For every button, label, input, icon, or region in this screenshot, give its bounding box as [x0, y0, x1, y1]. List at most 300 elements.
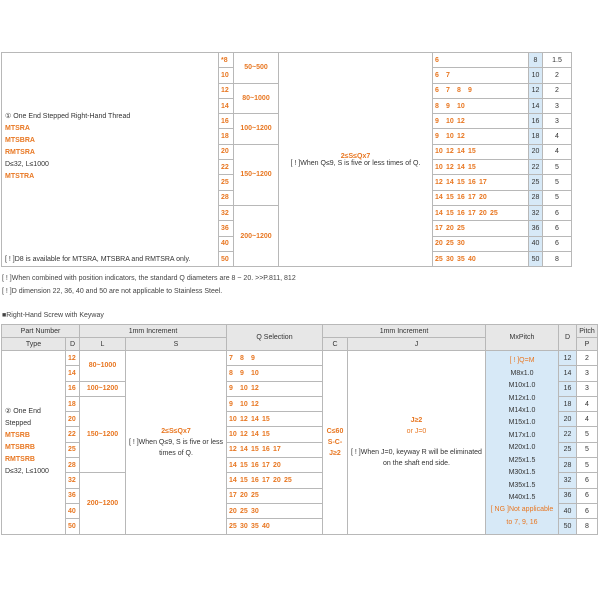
d-value: 14: [563, 369, 572, 377]
type-code: MTSRB: [5, 432, 30, 440]
q-value: 6: [435, 71, 439, 79]
q-value: 35: [457, 255, 465, 263]
q-value: 40: [468, 255, 476, 263]
dimension-limit: D≤32, L≤1000: [5, 468, 49, 476]
pitch-value: 3: [555, 102, 559, 110]
header-j: J: [348, 338, 486, 351]
c-rule: C≤60 S-C- J≥2: [326, 427, 344, 457]
table-row: [2, 53, 572, 68]
d-cell-right: [559, 442, 577, 457]
d-cell-right: [529, 144, 543, 159]
pitch-value: 4: [555, 148, 559, 156]
q-value: 12: [435, 179, 443, 187]
q-selection-cell: [227, 427, 323, 442]
d-cell-right: [529, 98, 543, 113]
q-value: 9: [240, 369, 244, 377]
d-cell: [66, 381, 80, 396]
q-selection-cell: [433, 98, 529, 113]
d-value: 32: [221, 209, 229, 217]
pitch-value: 4: [585, 400, 589, 408]
q-value: 20: [240, 492, 248, 500]
header-l: L: [80, 338, 126, 351]
d-value: 28: [68, 461, 76, 469]
q-value: 20: [229, 507, 237, 515]
pitch-cell: [543, 221, 572, 236]
type-cell: [2, 351, 66, 535]
d-cell: [219, 251, 234, 266]
d-value: 18: [531, 133, 540, 141]
d-value: 20: [531, 148, 540, 156]
q-value: 30: [457, 240, 465, 248]
q-value: 9: [251, 354, 255, 362]
l-range-cell: [80, 396, 126, 472]
d-value: 32: [563, 477, 572, 485]
d-cell: [219, 114, 234, 129]
q-value: 10: [240, 385, 248, 393]
q-value: 10: [446, 133, 454, 141]
d-value: 20: [221, 148, 229, 156]
q-value: 25: [284, 477, 292, 485]
header-pitch: Pitch: [577, 325, 598, 338]
q-selection-cell: [433, 236, 529, 251]
q-value: 16: [468, 179, 476, 187]
d-cell-right: [529, 83, 543, 98]
d-value: 20: [563, 415, 572, 423]
q-value: 9: [229, 400, 233, 408]
d-cell: [66, 396, 80, 411]
pitch-cell: [543, 98, 572, 113]
d-value: 40: [221, 240, 229, 248]
d-cell: [66, 442, 80, 457]
header-d: D: [559, 325, 577, 351]
d-cell: [66, 503, 80, 518]
d-value: 25: [68, 446, 76, 454]
d-value: 25: [221, 179, 229, 187]
d-cell: [66, 427, 80, 442]
pitch-value: 5: [555, 194, 559, 202]
q-value: 10: [446, 117, 454, 125]
d-cell-right: [529, 53, 543, 68]
q-value: 8: [435, 102, 439, 110]
q-value: 25: [251, 492, 259, 500]
pitch-cell: [543, 114, 572, 129]
type-code: MTSBRB: [5, 444, 35, 452]
pitch-value: 6: [585, 507, 589, 515]
pitch-value: 5: [585, 461, 589, 469]
q-selection-cell: [433, 114, 529, 129]
q-value: 10: [229, 431, 237, 439]
type-cell: [2, 53, 219, 267]
mxpitch-value: M12x1.0: [508, 394, 536, 402]
d-value: 22: [221, 163, 229, 171]
j-or: or J=0: [406, 428, 427, 436]
q-selection-cell: [433, 83, 529, 98]
d-cell-right: [559, 381, 577, 396]
d-cell-right: [559, 366, 577, 381]
q-value: 15: [251, 446, 259, 454]
q-value: 17: [468, 194, 476, 202]
q-value: 25: [435, 255, 443, 263]
q-value: 20: [479, 209, 487, 217]
q-value: 10: [229, 415, 237, 423]
d-value: 50: [68, 522, 76, 530]
pitch-value: 5: [555, 163, 559, 171]
q-value: 15: [262, 415, 270, 423]
q-value: 14: [229, 477, 237, 485]
d-value: 50: [563, 522, 572, 530]
l-range: 150~1200: [240, 171, 272, 179]
header-mxpitch: MxPitch: [486, 325, 559, 351]
d-value: 28: [531, 194, 540, 202]
d-value: 16: [221, 117, 229, 125]
l-range: 50~500: [244, 64, 268, 72]
q-value: 15: [457, 179, 465, 187]
q-value: 16: [262, 446, 270, 454]
q-value: 15: [446, 194, 454, 202]
specification-table-2: [1, 324, 598, 535]
mxpitch-value: M40x1.5: [508, 493, 536, 501]
q-value: 25: [446, 240, 454, 248]
q-value: 17: [262, 477, 270, 485]
pitch-value: 6: [555, 209, 559, 217]
d-value: 14: [221, 102, 229, 110]
pitch-value: 3: [555, 117, 559, 125]
q-value: 15: [240, 461, 248, 469]
mxpitch-value: M25x1.5: [508, 456, 536, 464]
mxpitch-value: M8x1.0: [510, 369, 534, 377]
d-cell: [66, 366, 80, 381]
q-value: 20: [479, 194, 487, 202]
q-value: 40: [262, 522, 270, 530]
d-value: 12: [221, 87, 229, 95]
q-value: 8: [229, 369, 233, 377]
pitch-cell: [543, 175, 572, 190]
d-cell-right: [559, 519, 577, 534]
d-cell: [219, 53, 234, 68]
d-cell-right: [559, 396, 577, 411]
d-value: 50: [531, 255, 540, 263]
q-value: 6: [435, 56, 439, 64]
q-value: 12: [457, 133, 465, 141]
d-cell-right: [529, 175, 543, 190]
l-range: 200~1200: [86, 499, 119, 507]
d-value: 36: [563, 492, 572, 500]
d-value: 40: [68, 507, 76, 515]
l-range: 100~1200: [86, 385, 119, 393]
j-note: [ ! ]When J=0, keyway R will be eliminated on the shaft end side.: [351, 449, 482, 468]
q-value: 14: [251, 431, 259, 439]
pitch-value: 6: [585, 492, 589, 500]
d-cell: [66, 351, 80, 366]
d-cell-right: [559, 503, 577, 518]
q-value: 15: [468, 148, 476, 156]
s-rule: 2≤S≤Qx7: [340, 152, 371, 160]
q-value: 15: [240, 477, 248, 485]
q-value: 12: [446, 148, 454, 156]
d-cell: [66, 519, 80, 534]
mxpitch-cell: [486, 351, 559, 535]
d-cell-right: [529, 129, 543, 144]
d-value: 40: [563, 507, 572, 515]
s-note: [ ! ]When Q≤9, S is five or less times of Q.: [128, 438, 224, 457]
d-value: 10: [221, 71, 229, 79]
pitch-cell: [577, 396, 598, 411]
q-selection-cell: [227, 366, 323, 381]
d-cell-right: [529, 160, 543, 175]
d-cell-right: [529, 221, 543, 236]
header-s: S: [126, 338, 227, 351]
q-value: 16: [457, 194, 465, 202]
d-cell-right: [529, 251, 543, 266]
d-cell: [219, 68, 234, 83]
pitch-cell: [577, 458, 598, 473]
q-value: 14: [446, 179, 454, 187]
type-code: MTSRA: [5, 125, 30, 132]
l-range-cell: [234, 144, 279, 205]
pitch-cell: [543, 129, 572, 144]
l-range-cell: [234, 83, 279, 114]
q-selection-cell: [227, 473, 323, 488]
d-cell: [66, 412, 80, 427]
d-cell: [219, 144, 234, 159]
specification-table-1: [1, 52, 572, 267]
header-part-number: Part Number: [2, 325, 80, 338]
pitch-cell: [543, 205, 572, 220]
mxpitch-value: [ NG ]Not applicable to 7, 9, 16: [490, 506, 554, 526]
q-value: 25: [240, 507, 248, 515]
mxpitch-value: [ ! ]Q=M: [509, 357, 535, 365]
mxpitch-value: M30x1.5: [508, 469, 536, 477]
d-value: 18: [563, 400, 572, 408]
q-value: 17: [479, 179, 487, 187]
q-value: 6: [435, 87, 439, 95]
l-range: 150~1200: [86, 431, 119, 439]
pitch-cell: [577, 473, 598, 488]
q-value: 12: [446, 163, 454, 171]
mxpitch-value: M35x1.5: [508, 481, 536, 489]
header-p: P: [577, 338, 598, 351]
d-value: 10: [531, 71, 540, 79]
q-selection-cell: [433, 175, 529, 190]
q-value: 9: [468, 87, 472, 95]
d-value: 22: [531, 163, 540, 171]
d-cell-right: [559, 488, 577, 503]
q-selection-cell: [433, 205, 529, 220]
q-value: 7: [229, 354, 233, 362]
l-range-cell: [80, 473, 126, 534]
q-value: 15: [262, 431, 270, 439]
type-code: RMTSRB: [5, 456, 35, 464]
q-selection-cell: [227, 442, 323, 457]
q-value: 17: [435, 224, 443, 232]
s-note: [ ! ]When Q≤9, S is five or less times of Q.: [290, 159, 421, 167]
q-value: 15: [468, 163, 476, 171]
header-1mm-increment-b: 1mm Increment: [323, 325, 486, 338]
q-value: 12: [240, 415, 248, 423]
d-cell-right: [529, 190, 543, 205]
q-selection-cell: [227, 412, 323, 427]
q-selection-cell: [227, 381, 323, 396]
d-value: 40: [531, 240, 540, 248]
pitch-cell: [543, 251, 572, 266]
q-value: 9: [446, 102, 450, 110]
d-cell-right: [559, 458, 577, 473]
pitch-cell: [543, 236, 572, 251]
pitch-value: 8: [585, 522, 589, 530]
j-rule: J≥2: [410, 417, 423, 425]
d-cell-right: [529, 205, 543, 220]
q-value: 17: [273, 446, 281, 454]
d-cell: [219, 129, 234, 144]
q-selection-cell: [433, 53, 529, 68]
mxpitch-value: M15x1.0: [508, 419, 536, 427]
q-value: 30: [251, 507, 259, 515]
pitch-value: 6: [555, 224, 559, 232]
q-value: 8: [457, 87, 461, 95]
s-rule: 2≤S≤Qx7: [161, 427, 191, 435]
l-range-cell: [234, 53, 279, 84]
type-title: ① One End Stepped Right-Hand Thread: [5, 113, 131, 120]
type-title: Stepped: [5, 420, 32, 428]
pitch-cell: [577, 366, 598, 381]
q-selection-cell: [227, 488, 323, 503]
s-rule-cell: [279, 53, 433, 267]
d-cell-right: [529, 236, 543, 251]
mxpitch-value: M20x1.0: [508, 444, 536, 452]
pitch-cell: [543, 144, 572, 159]
header-type: Type: [2, 338, 66, 351]
pitch-value: 2: [555, 71, 559, 79]
q-selection-cell: [227, 503, 323, 518]
q-value: 7: [446, 87, 450, 95]
q-value: 14: [457, 148, 465, 156]
q-value: 10: [251, 369, 259, 377]
pitch-value: 5: [585, 431, 589, 439]
l-range: 80~1000: [242, 94, 270, 102]
pitch-value: 5: [585, 446, 589, 454]
q-value: 14: [457, 163, 465, 171]
d-cell-right: [529, 114, 543, 129]
q-value: 10: [435, 148, 443, 156]
d-value: 12: [531, 87, 540, 95]
q-value: 9: [435, 133, 439, 141]
d-cell: [219, 83, 234, 98]
q-selection-cell: [433, 190, 529, 205]
pitch-cell: [577, 351, 598, 366]
l-range: 100~1200: [240, 125, 272, 133]
q-selection-cell: [433, 144, 529, 159]
pitch-value: 3: [585, 385, 589, 393]
q-selection-cell: [433, 160, 529, 175]
d-value: 8: [533, 56, 538, 64]
q-value: 14: [229, 461, 237, 469]
q-value: 12: [229, 446, 237, 454]
d-cell: [219, 175, 234, 190]
q-value: 14: [435, 194, 443, 202]
q-selection-cell: [227, 396, 323, 411]
dimension-limit: D≤32, L≤1000: [5, 161, 49, 168]
d-value: 25: [563, 446, 572, 454]
q-value: 16: [457, 209, 465, 217]
d-value: 18: [68, 400, 76, 408]
pitch-cell: [543, 83, 572, 98]
pitch-value: 8: [555, 255, 559, 263]
d-cell: [66, 458, 80, 473]
pitch-cell: [543, 68, 572, 83]
q-value: 20: [273, 477, 281, 485]
pitch-value: 2: [555, 87, 559, 95]
q-selection-cell: [227, 519, 323, 534]
q-value: 30: [240, 522, 248, 530]
d-value: 14: [531, 102, 540, 110]
d-value: 36: [531, 224, 540, 232]
q-selection-cell: [433, 251, 529, 266]
d-cell-right: [529, 68, 543, 83]
header-d2: D: [66, 338, 80, 351]
q-value: 16: [251, 461, 259, 469]
c-rule-cell: [323, 351, 348, 535]
header-c: C: [323, 338, 348, 351]
d-value: 18: [221, 133, 229, 141]
s-rule-cell: [126, 351, 227, 535]
pitch-cell: [543, 53, 572, 68]
pitch-value: 3: [585, 369, 589, 377]
d-cell: [66, 488, 80, 503]
d-cell: [219, 236, 234, 251]
q-value: 25: [490, 209, 498, 217]
q-selection-cell: [433, 221, 529, 236]
note-stainless: [ ! ]D dimension 22, 36, 40 and 50 are not applicable to Stainless Steel.: [2, 288, 223, 295]
d8-note: [ ! ]D8 is available for MTSRA, MTSBRA and RMTSRA only.: [5, 256, 191, 264]
l-range-cell: [234, 205, 279, 266]
j-rule-cell: [348, 351, 486, 535]
pitch-value: 4: [585, 415, 589, 423]
q-value: 10: [457, 102, 465, 110]
d-value: 20: [68, 415, 76, 423]
l-range-cell: [80, 381, 126, 396]
d-value: 16: [531, 117, 540, 125]
pitch-value: 4: [555, 133, 559, 141]
d-cell-right: [559, 351, 577, 366]
d-cell-right: [559, 412, 577, 427]
pitch-value: 1.5: [552, 56, 562, 64]
pitch-cell: [543, 190, 572, 205]
q-value: 9: [435, 117, 439, 125]
q-value: 20: [273, 461, 281, 469]
d-value: 12: [68, 354, 76, 362]
pitch-value: 5: [555, 179, 559, 187]
pitch-value: 6: [585, 477, 589, 485]
section-title-keyway: ■Right-Hand Screw with Keyway: [2, 312, 104, 319]
d-value: 28: [221, 194, 229, 202]
q-value: 12: [251, 400, 259, 408]
q-value: 7: [446, 71, 450, 79]
q-selection-cell: [227, 351, 323, 366]
d-value: 14: [68, 369, 76, 377]
q-value: 15: [446, 209, 454, 217]
pitch-cell: [577, 381, 598, 396]
q-value: 14: [240, 446, 248, 454]
pitch-cell: [577, 519, 598, 534]
pitch-cell: [577, 412, 598, 427]
d-cell: [219, 190, 234, 205]
d-value: 16: [563, 385, 572, 393]
d-cell: [219, 205, 234, 220]
q-value: 25: [457, 224, 465, 232]
d-value: 50: [221, 255, 229, 263]
table-row: [2, 351, 598, 366]
q-value: 17: [262, 461, 270, 469]
